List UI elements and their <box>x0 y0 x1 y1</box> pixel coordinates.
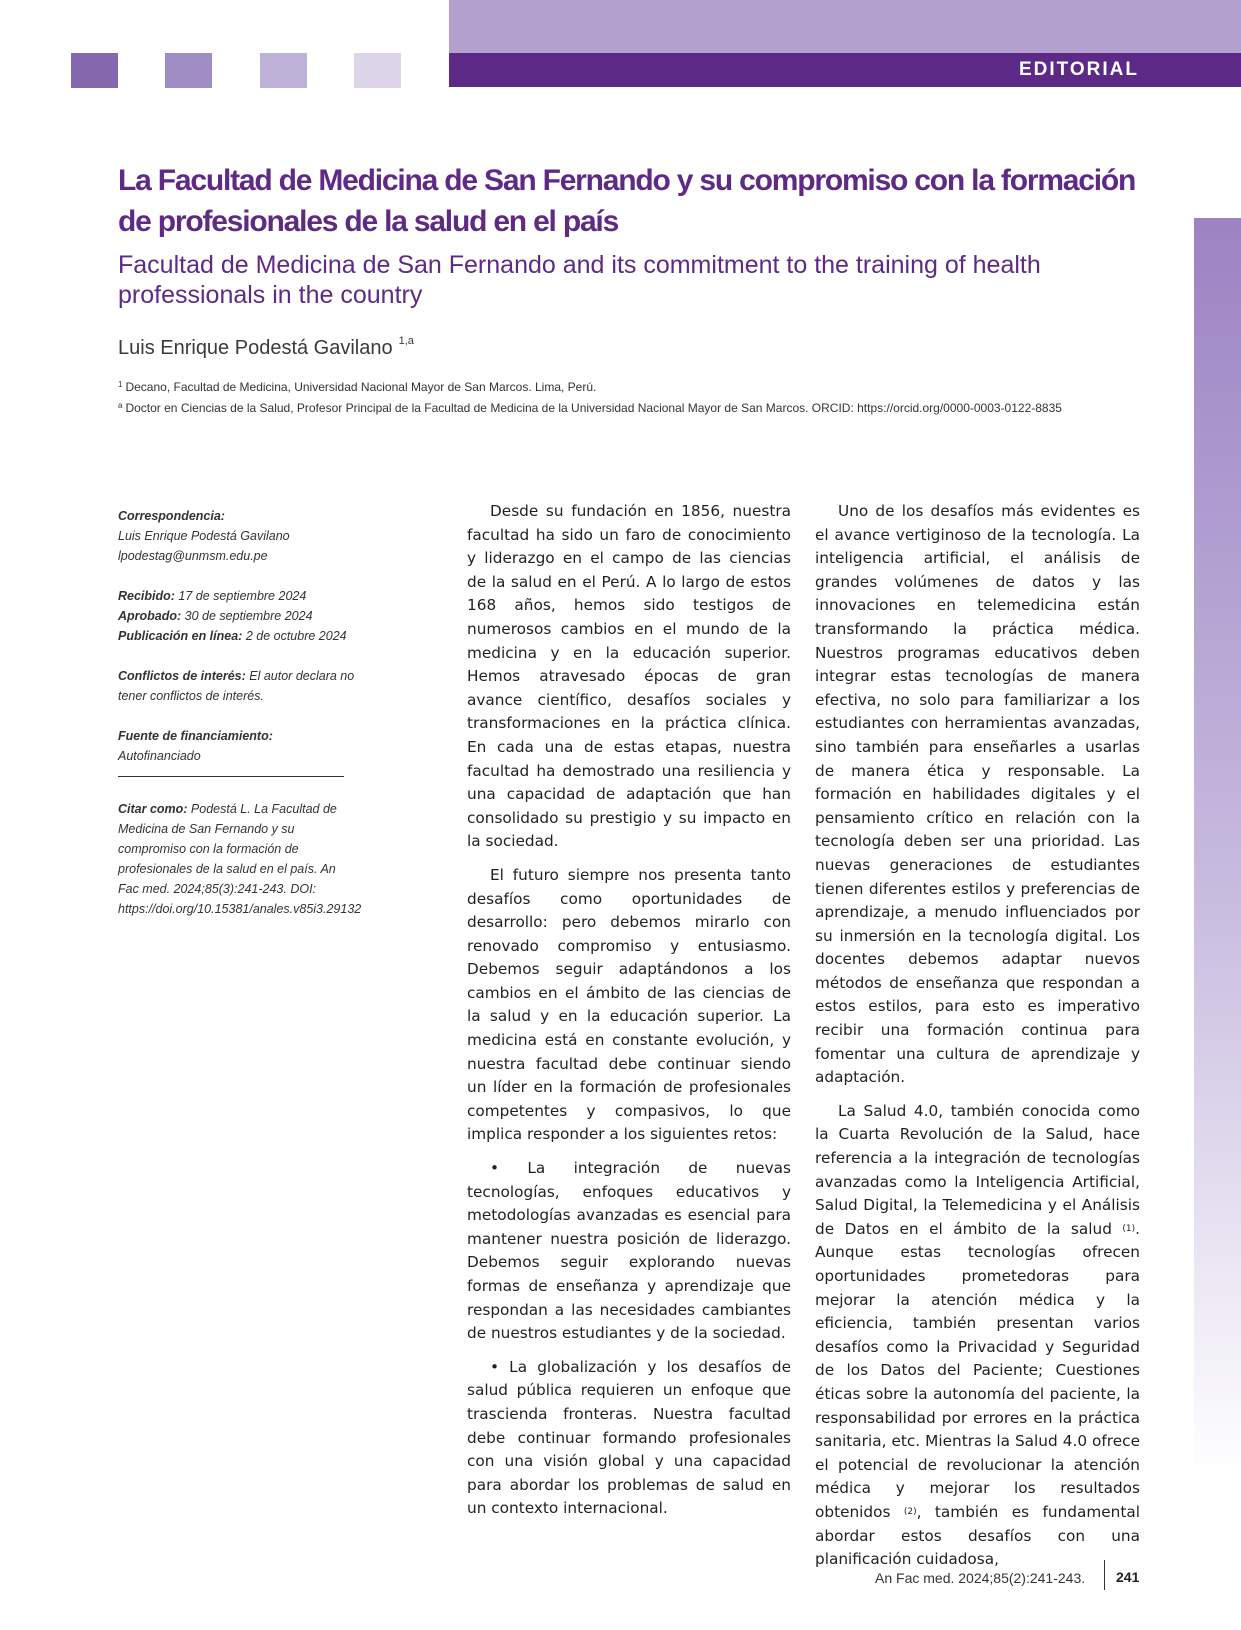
correspondence-label: Correspondencia: <box>118 509 225 523</box>
published-label: Publicación en línea: <box>118 629 243 643</box>
body-bullet-paragraph: • La integración de nuevas tecnologías, enfoques educativos y metodologías avanzadas es esencial para mantener nuestra posición de liderazgo. Debemos seguir explorando nuevas formas de enseñanza y aprendizaje que respondan a las necesidades cambiantes de nuestros estudiantes y de la sociedad. <box>467 1159 791 1343</box>
affiliation-1 <box>118 380 596 394</box>
page-number: 241 <box>1116 1569 1140 1585</box>
approved-label: Aprobado: <box>118 609 182 623</box>
decor-square-3 <box>260 53 307 88</box>
header-band <box>449 0 1241 53</box>
affiliation-2 <box>118 401 1062 415</box>
funding-value: Autofinanciado <box>118 749 201 763</box>
decor-square-1 <box>71 53 118 88</box>
author-line <box>118 337 414 360</box>
reference-1[interactable]: (1) <box>1122 1223 1136 1234</box>
decor-square-2 <box>165 53 212 88</box>
approved-value: 30 de septiembre 2024 <box>181 609 313 623</box>
published-date <box>118 626 358 646</box>
section-label: EDITORIAL <box>1018 59 1139 80</box>
text-run: , también es fundamental abordar estos desafíos con una planificación cuidadosa, <box>815 1502 1140 1569</box>
author-affiliation-marks: 1,a <box>398 335 414 347</box>
body-column-1 <box>467 500 791 1531</box>
affiliation-1-mark: 1 <box>118 380 123 389</box>
received-date <box>118 586 358 606</box>
cite-label: Citar como: <box>118 802 188 816</box>
conflicts-value: El autor declara no tener conflictos de interés. <box>118 669 355 703</box>
conflicts-label: Conflictos de interés: <box>118 669 246 683</box>
received-label: Recibido: <box>118 589 175 603</box>
body-paragraph: Desde su fundación en 1856, nuestra facultad ha sido un faro de conocimiento y liderazgo en el campo de las ciencias de la salud en el Perú. A lo largo de estos 168 años, hemos sido testigos de numerosos cambios en el mundo de la medicina y en la educación superior. Hemos atravesado épocas de gran avance científico, desafíos sociales y transformaciones en la práctica clínica. En cada una de estas etapas, nuestra facultad ha demostrado una resiliencia y una capacidad de adaptación que han consolidado su prestigio y su impacto en la sociedad. <box>467 502 791 851</box>
sidebar-divider <box>118 776 344 777</box>
text-run: La Salud 4.0, también conocida como la Cuarta Revolución de la Salud, hace referencia a la integración de tecnologías avanzadas como la Inteligencia Artificial, Salud Digital, la Telemedicina y el Análisis de Datos en el ámbito de la salud <box>815 1101 1140 1238</box>
conflicts-of-interest <box>118 666 358 706</box>
funding-label: Fuente de financiamiento: <box>118 729 273 743</box>
article-metadata-sidebar <box>118 506 362 919</box>
published-value: 2 de octubre 2024 <box>242 629 347 643</box>
affiliation-2-text: Doctor en Ciencias de la Salud, Profesor Principal de la Facultad de Medicina de la Universidad Nacional Mayor de San Marcos. ORCID: https://orcid.org/0000-0003-0122-8835 <box>125 401 1062 415</box>
affiliation-1-text: Decano, Facultad de Medicina, Universidad Nacional Mayor de San Marcos. Lima, Perú. <box>125 380 597 394</box>
body-paragraph-salud-4-0 <box>815 1100 1140 1572</box>
body-bullet-paragraph: • La globalización y los desafíos de salud pública requieren un enfoque que trascienda fronteras. Nuestra facultad debe continuar formando profesionales con una visión global y una capacidad para abordar los problemas de salud en un contexto internacional. <box>467 1357 791 1518</box>
cite-value: Podestá L. La Facultad de Medicina de San Fernando y su compromiso con la formación de profesionales de la salud en el país. An Fac med. 2024;85(3):241-243. DOI: https://doi.org/10.15381/anales.v85i3.29132 <box>118 802 362 916</box>
approved-date <box>118 606 358 626</box>
reference-2[interactable]: (2) <box>903 1506 917 1517</box>
text-run: . Aunque estas tecnologías ofrecen oportunidades prometedoras para mejorar la atención médica y la eficiencia, también presentan varios desafíos como la Privacidad y Seguridad de los Datos del Paciente; Cuestiones éticas sobre la autonomía del paciente, la responsabilidad por errores en la práctica sanitaria, etc. Mientras la Salud 4.0 ofrece el potencial de revolucionar la atención médica y mejorar los resultados obtenidos <box>815 1219 1140 1521</box>
decor-square-4 <box>354 53 401 88</box>
received-value: 17 de septiembre 2024 <box>174 589 307 603</box>
body-paragraph: Uno de los desafíos más evidentes es el avance vertiginoso de la tecnología. La inteligencia artificial, el análisis de grandes volúmenes de datos y las innovaciones en telemedicina están transformando la práctica médica. Nuestros programas educativos deben integrar estas tecnologías de manera efectiva, no solo para familiarizar a los estudiantes con herramientas avanzadas, sino también para enseñarles a usarlas de manera ética y responsable. La formación en habilidades digitales y el pensamiento crítico en relación con la tecnología deben ser una prioridad. Las nuevas generaciones de estudiantes tienen diferentes estilos y preferencias de aprendizaje, a menudo influenciados por su inmersión en la tecnología digital. Los docentes debemos adaptar nuevos métodos de enseñanza que respondan a estos estilos, para esto es imperativo recibir una formación continua para fomentar una cultura de aprendizaje y adaptación. <box>815 502 1140 1087</box>
body-paragraph: El futuro siempre nos presenta tanto desafíos como oportunidades de desarrollo: pero debemos mirarlo con renovado compromiso y entusiasmo. Debemos seguir adaptándonos a los cambios en el ámbito de las ciencias de la salud y en la educación superior. La medicina está en constante evolución, y nuestra facultad debe continuar siendo un líder en la formación de profesionales competentes y compasivos, lo que implica responder a los siguientes retos: <box>467 865 791 1144</box>
article-title-en: Facultad de Medicina de San Fernando and its commitment to the training of health professionals in the country <box>118 251 1041 309</box>
footer-citation: An Fac med. 2024;85(2):241-243. <box>875 1570 1086 1586</box>
correspondence-name: Luis Enrique Podestá Gavilano <box>118 529 290 543</box>
article-title-es: La Facultad de Medicina de San Fernando y su compromiso con la formación de profesionales de la salud en el país <box>118 164 1136 238</box>
correspondence-email[interactable]: lpodestag@unmsm.edu.pe <box>118 549 268 563</box>
side-gradient-bar <box>1194 218 1241 1478</box>
footer-separator <box>1104 1560 1105 1590</box>
funding-source <box>118 726 358 766</box>
affiliation-2-mark: a <box>118 401 123 410</box>
body-column-2 <box>815 500 1140 1582</box>
author-name: Luis Enrique Podestá Gavilano <box>118 337 393 359</box>
cite-as <box>118 799 362 919</box>
